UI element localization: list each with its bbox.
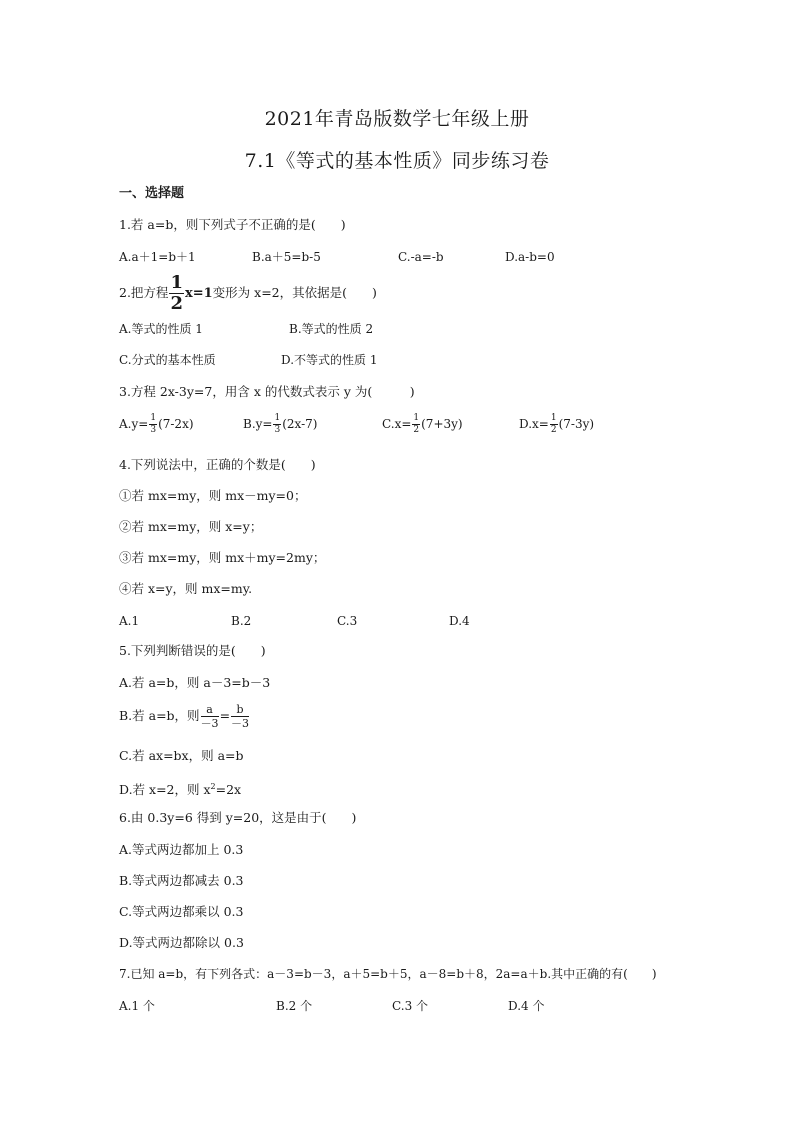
q5-option-d [119,778,241,799]
q3-d-den: 2 [550,425,557,435]
q2-frac-num: 1 [170,272,183,293]
q5-d-exponent: 2 [210,782,216,791]
q3-option-c [382,414,463,435]
q2-option-d: D.不等式的性质 1 [281,353,378,367]
q1-option-c: C.-a=-b [398,250,444,264]
q1-option-a: A.a＋1=b＋1 [119,250,196,264]
q3-b-num: 1 [274,413,281,423]
q5-d-after: =2x [215,782,242,798]
q6-option-b: B.等式两边都减去 0.3 [119,873,244,888]
q6-option-c: C.等式两边都乘以 0.3 [119,904,244,919]
question-5-stem: 5.下列判断错误的是( ) [119,643,266,658]
q3-a-den: 3 [150,425,157,435]
q3-b-prefix: B.y= [243,417,273,431]
q3-d-num: 1 [550,413,557,423]
q2-stem-before: 2.把方程 [119,285,169,300]
q3-d-suffix: (7-3y) [558,417,595,431]
q3-b-den: 3 [274,425,281,435]
q4-item-2: ②若 mx=my，则 x=y； [119,519,263,534]
q5-b-den-1: －3 [200,717,219,730]
document-title: 2021年青岛版数学七年级上册 [264,108,530,130]
q3-a-num: 1 [150,413,157,423]
q3-option-d [519,414,594,435]
q2-option-b: B.等式的性质 2 [289,322,374,336]
q5-b-before: B.若 a=b，则 [119,708,200,723]
q4-item-4: ④若 x=y，则 mx=my. [119,581,253,596]
q2-option-c: C.分式的基本性质 [119,353,216,367]
q2-frac-den: 2 [170,293,183,314]
q5-option-a: A.若 a=b，则 a－3=b－3 [119,675,271,690]
section-heading: 一、选择题 [119,186,185,201]
q3-a-suffix: (7-2x) [158,417,194,431]
q3-c-den: 2 [413,425,420,435]
document-subtitle: 7.1《等式的基本性质》同步练习卷 [244,150,550,172]
q6-option-a: A.等式两边都加上 0.3 [119,842,244,857]
q3-a-fraction [149,414,157,435]
q6-option-d: D.等式两边都除以 0.3 [119,935,244,950]
q3-c-suffix: (7+3y) [421,417,463,431]
question-7-stem: 7.已知 a=b，有下列各式：a－3=b－3，a＋5=b＋5，a－8=b＋8，2a=a＋b.其中正确的有( ) [119,967,657,981]
q7-option-d: D.4 个 [508,999,545,1013]
q4-option-d: D.4 [449,614,470,628]
q1-option-b: B.a＋5=b-5 [252,250,321,264]
q3-c-prefix: C.x= [382,417,412,431]
q7-option-a: A.1 个 [119,999,155,1013]
q3-b-suffix: (2x-7) [282,417,318,431]
q2-option-a: A.等式的性质 1 [119,322,203,336]
question-1-stem: 1.若 a=b，则下列式子不正确的是( ) [119,217,346,232]
q2-fraction [169,274,184,313]
q3-option-b [243,414,317,435]
question-3-stem: 3.方程 2x-3y=7，用含 x 的代数式表示 y 为( ) [119,384,415,399]
q5-option-b [119,704,250,729]
q2-stem-eq: x=1 [184,286,213,301]
q3-d-fraction [550,414,558,435]
q3-a-prefix: A.y= [119,417,149,431]
question-2-stem [119,274,377,313]
q5-option-c: C.若 ax=bx，则 a=b [119,748,244,763]
q4-option-b: B.2 [231,614,252,628]
q3-c-fraction [412,414,420,435]
q5-b-den-2: －3 [231,717,250,730]
q7-option-b: B.2 个 [276,999,313,1013]
question-6-stem: 6.由 0.3y=6 得到 y=20，这是由于( ) [119,810,357,825]
q4-item-1: ①若 mx=my，则 mx－my=0； [119,488,307,503]
q4-option-c: C.3 [337,614,358,628]
q4-item-3: ③若 mx=my，则 mx＋my=2my； [119,550,326,565]
q5-b-fraction-1 [201,704,219,729]
q5-b-num-2: b [231,704,249,717]
q3-d-prefix: D.x= [519,417,549,431]
q3-c-num: 1 [413,413,420,423]
q1-option-d: D.a-b=0 [505,250,555,264]
q4-option-a: A.1 [119,614,140,628]
question-4-stem: 4.下列说法中，正确的个数是( ) [119,457,316,472]
q3-b-fraction [273,414,281,435]
q3-option-a [119,414,194,435]
q5-b-num-1: a [201,704,219,717]
q2-stem-after: 变形为 x=2，其依据是( ) [212,285,377,300]
q5-b-fraction-2 [231,704,249,729]
q5-d-before: D.若 x=2，则 x [119,782,211,798]
q5-b-eq: = [219,708,231,723]
q7-option-c: C.3 个 [392,999,429,1013]
